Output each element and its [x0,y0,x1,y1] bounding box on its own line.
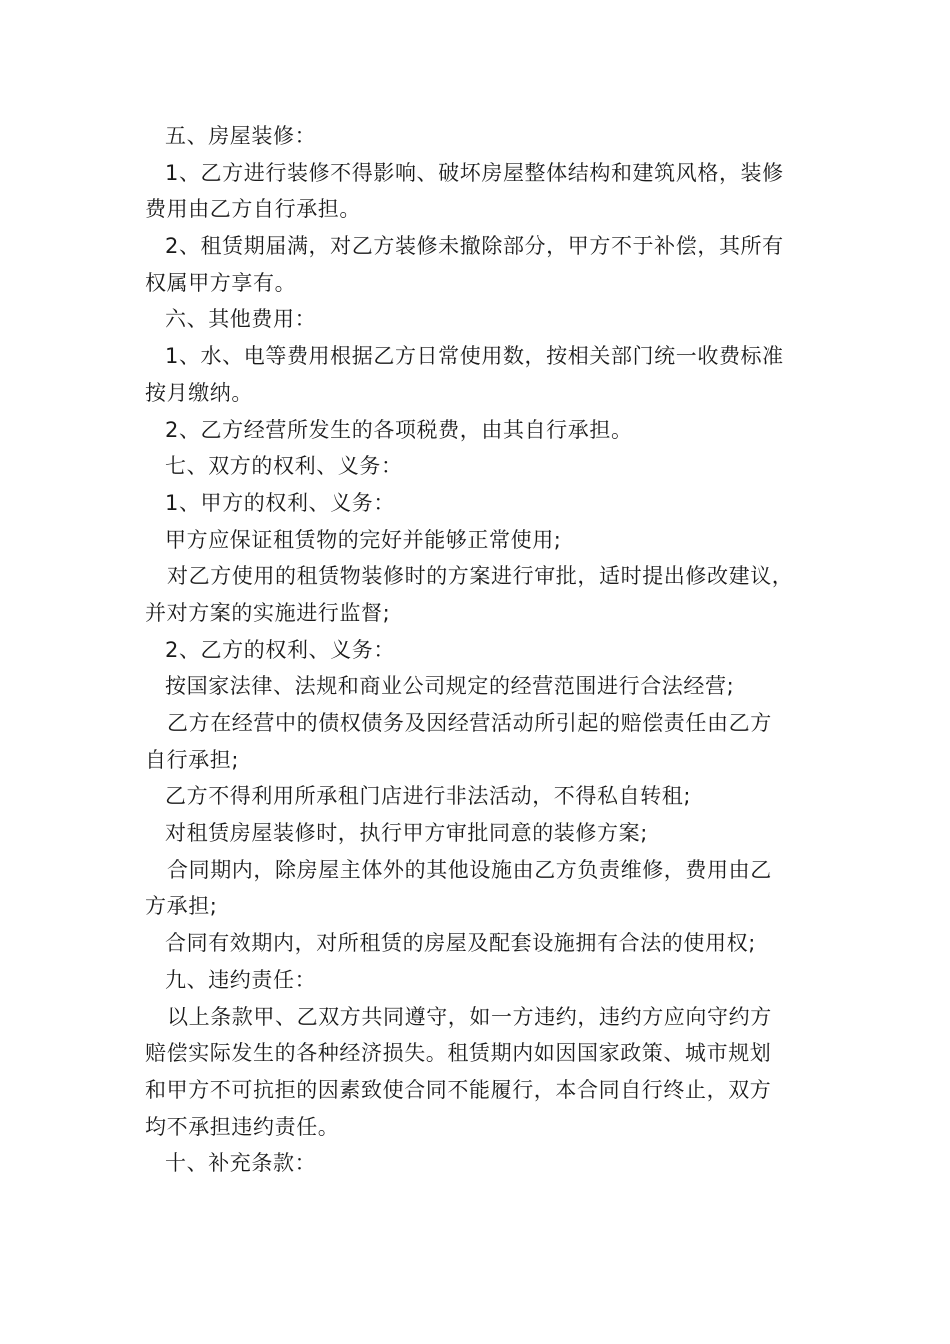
paragraph-line: 赔偿实际发生的各种经济损失。租赁期内如因国家政策、城市规划 [145,1041,772,1066]
paragraph-line: 和甲方不可抗拒的因素致使合同不能履行，本合同自行终止，双方 [145,1077,772,1102]
section-heading-rights-obligations: 七、双方的权利、义务： [165,454,403,479]
paragraph-line: 按月缴纳。 [145,380,253,405]
paragraph-line: 权属甲方享有。 [145,270,297,295]
paragraph-line: 按国家法律、法规和商业公司规定的经营范围进行合法经营; [165,674,735,699]
paragraph-line: 费用由乙方自行承担。 [145,197,361,222]
paragraph-line: 2、乙方经营所发生的各项税费，由其自行承担。 [165,417,633,442]
paragraph-line: 对租赁房屋装修时，执行甲方审批同意的装修方案; [165,821,648,846]
subsection-heading-party-a: 1、甲方的权利、义务： [165,490,395,515]
section-heading-breach: 九、违约责任： [165,967,317,992]
paragraph-line: 以上条款甲、乙双方共同遵守，如一方违约，违约方应向守约方 [167,1004,772,1029]
section-heading-supplementary: 十、补充条款： [165,1151,317,1176]
paragraph-line: 乙方在经营中的债权债务及因经营活动所引起的赔偿责任由乙方 [167,711,772,735]
paragraph-line: 1、水、电等费用根据乙方日常使用数，按相关部门统一收费标准 [165,344,784,369]
paragraph-line: 甲方应保证租赁物的完好并能够正常使用; [165,527,562,552]
paragraph-line: 1、乙方进行装修不得影响、破坏房屋整体结构和建筑风格，装修 [165,160,784,185]
paragraph-line: 合同期内，除房屋主体外的其他设施由乙方负责维修，费用由乙 [167,857,772,882]
paragraph-line: 自行承担; [145,747,240,772]
document-body [145,118,825,1182]
paragraph-line: 2、租赁期届满，对乙方装修未撤除部分，甲方不于补偿，其所有 [165,234,784,259]
section-heading-renovation: 五、房屋装修： [165,124,317,148]
paragraph-line: 对乙方使用的租赁物装修时的方案进行审批，适时提出修改建议， [167,564,794,589]
section-heading-other-fees: 六、其他费用： [165,307,317,332]
paragraph-line: 方承担; [145,894,218,919]
subsection-heading-party-b: 2、乙方的权利、义务： [165,637,395,662]
paragraph-line: 乙方不得利用所承租门店进行非法活动，不得私自转租; [165,784,692,809]
paragraph-line: 并对方案的实施进行监督; [145,600,391,625]
paragraph-line: 均不承担违约责任。 [145,1114,340,1139]
paragraph-line: 合同有效期内，对所租赁的房屋及配套设施拥有合法的使用权; [165,931,756,956]
